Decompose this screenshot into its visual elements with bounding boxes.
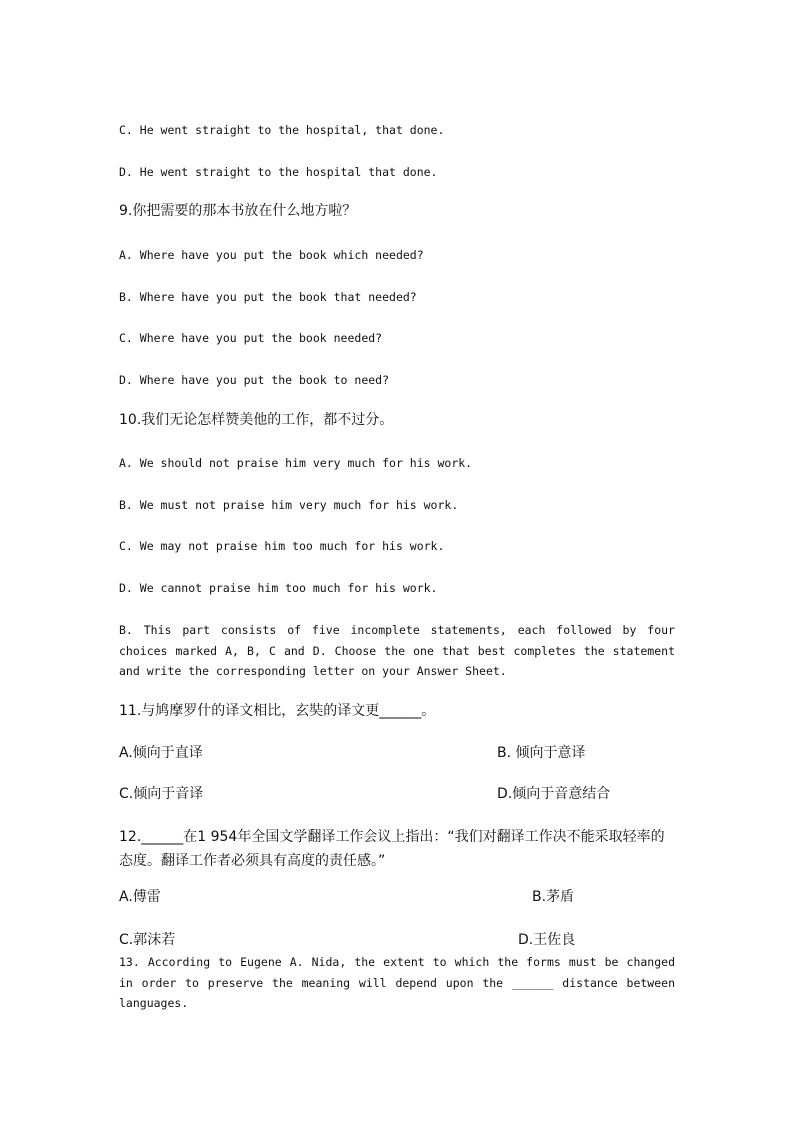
q11-option-a: A.倾向于直译 xyxy=(119,745,203,761)
q9-option-d: D. Where have you put the book to need? xyxy=(119,373,390,387)
q9-prompt: 9.你把需要的那本书放在什么地方啦？ xyxy=(119,203,357,219)
q10-option-d: D. We cannot praise him too much for his work. xyxy=(119,581,438,595)
q10-prompt: 10.我们无论怎样赞美他的工作，都不过分。 xyxy=(119,412,394,428)
q10-option-c: C. We may not praise him too much for his work. xyxy=(119,539,445,553)
q12-option-b: B.茅盾 xyxy=(532,889,575,905)
q12-option-a: A.傅雷 xyxy=(119,889,161,905)
q11-option-d: D.倾向于音意结合 xyxy=(497,786,611,802)
q9-option-b: B. Where have you put the book that needed? xyxy=(119,290,417,304)
q12-option-c: C.郭沫若 xyxy=(119,932,176,948)
q8-option-d: D. He went straight to the hospital that done. xyxy=(119,165,438,179)
q9-option-c: C. Where have you put the book needed? xyxy=(119,331,383,345)
q11-option-b: B. 倾向于意译 xyxy=(497,745,586,761)
q12-option-d: D.王佐良 xyxy=(518,932,576,948)
q10-option-a: A. We should not praise him very much for his work. xyxy=(119,456,473,470)
q10-option-b: B. We must not praise him very much for his work. xyxy=(119,498,459,512)
q12-prompt: 12.______在1 954年全国文学翻译工作会议上指出：“我们对翻译工作决不能采取轻率的态度。翻译工作者必须具有高度的责任感。” xyxy=(119,829,665,869)
q9-option-a: A. Where have you put the book which needed? xyxy=(119,248,424,262)
q11-option-c: C.倾向于音译 xyxy=(119,786,204,802)
q11-prompt: 11.与鸠摩罗什的译文相比，玄奘的译文更______。 xyxy=(119,703,436,719)
q8-option-c: C. He went straight to the hospital, that done. xyxy=(119,123,445,137)
q13-prompt: 13. According to Eugene A. Nida, the extent to which the forms must be changed in order to preserve the meaning will depend upon the ______ distance between languages. xyxy=(119,955,675,1011)
section-b-instructions: B. This part consists of five incomplete statements, each followed by four choices marked A, B, C and D. Choose the one that best completes the statement and write the corresponding letter on your Answer Sheet. xyxy=(119,623,675,679)
